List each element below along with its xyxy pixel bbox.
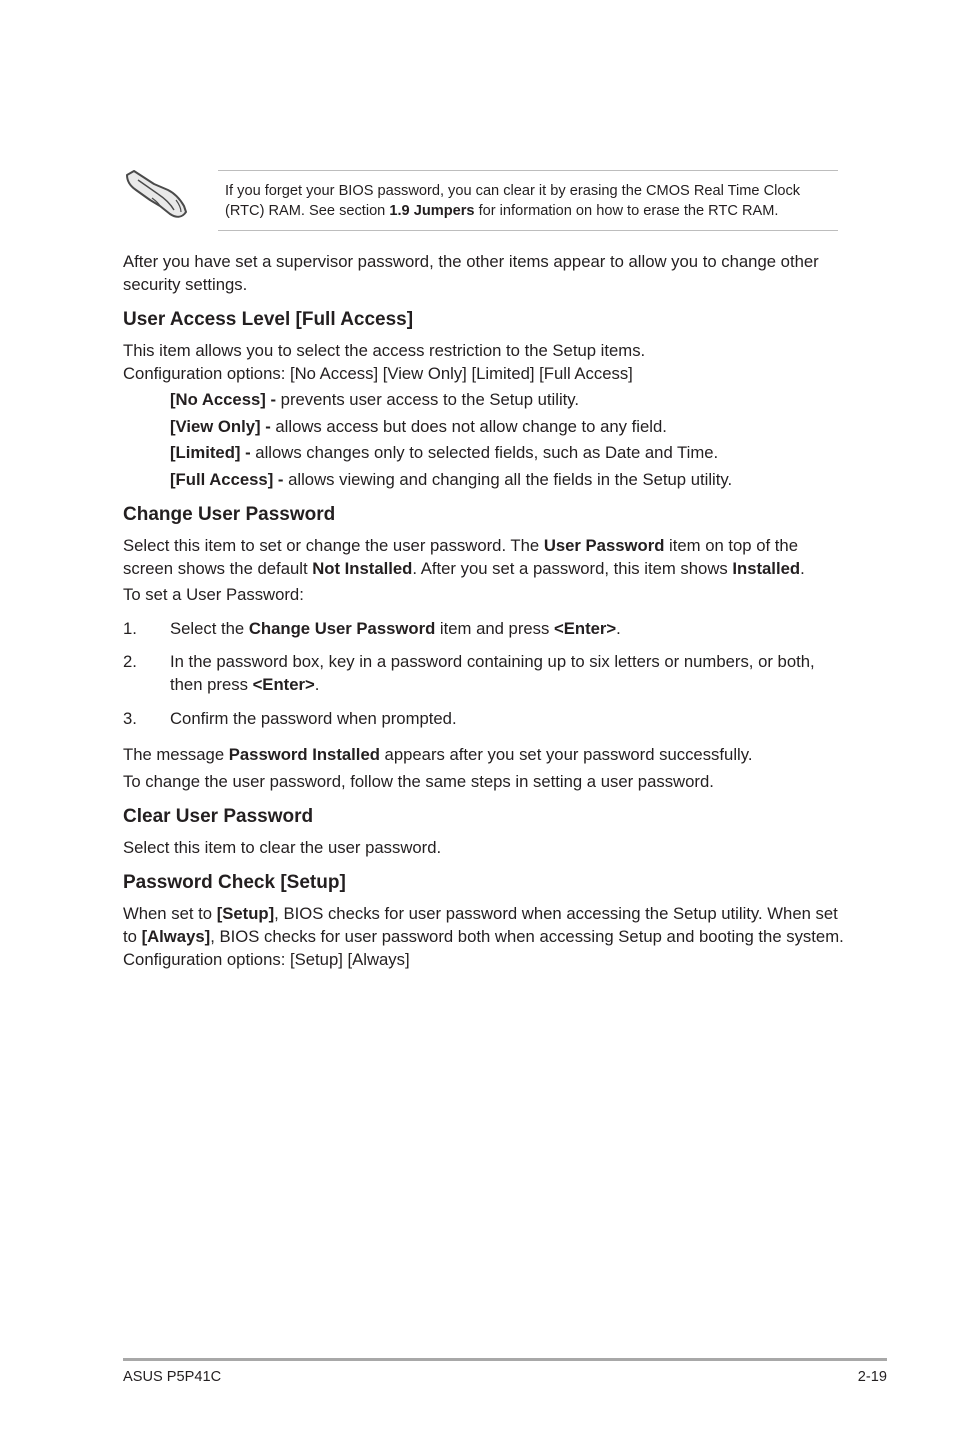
change-password-instructions: To change the user password, follow the same steps in setting a user password. <box>123 772 714 791</box>
note-text: If you forget your BIOS password, you can clear it by erasing the CMOS Real Time Clock (RTC) RAM. See section 1.9 Jumpers for information on how to erase the RTC RAM. <box>225 183 801 219</box>
set-user-password-intro: To set a User Password: <box>123 585 304 604</box>
footer-rule <box>123 1358 887 1361</box>
note-top-rule <box>218 170 838 171</box>
step-number: 2. <box>123 652 137 671</box>
option-limited: [Limited] - allows changes only to selected fields, such as Date and Time. <box>170 443 719 462</box>
clear-pw-paragraph: Select this item to clear the user password. <box>123 838 442 857</box>
change-pw-paragraph: Select this item to set or change the user password. The User Password item on top of the screen shows the default Not Installed. After you set a password, this item shows Installed. <box>123 536 805 578</box>
user-access-line1: This item allows you to select the access restriction to the Setup items. <box>123 341 646 360</box>
step-2-text: In the password box, key in a password containing up to six letters or numbers, or both, then press <Enter>. <box>170 652 815 694</box>
step-3-text: Confirm the password when prompted. <box>170 709 457 728</box>
option-no-access: [No Access] - prevents user access to the Setup utility. <box>170 390 580 409</box>
password-check-paragraph: When set to [Setup], BIOS checks for user password when accessing the Setup utility. When set to [Always], BIOS checks for user password both when accessing Setup and booting the system. Configuration options: [Setup] [Always] <box>123 904 844 969</box>
password-installed-message: The message Password Installed appears after you set your password successfully. <box>123 745 753 764</box>
step-1-text: Select the Change User Password item and press <Enter>. <box>170 619 621 638</box>
note-bottom-rule <box>218 230 838 231</box>
user-access-line2: Configuration options: [No Access] [View Only] [Limited] [Full Access] <box>123 364 633 383</box>
intro-paragraph: After you have set a supervisor password, the other items appear to allow you to change other security settings. <box>123 252 819 294</box>
step-number: 1. <box>123 619 137 638</box>
step-number: 3. <box>123 709 137 728</box>
option-view-only: [View Only] - allows access but does not allow change to any field. <box>170 417 667 436</box>
heading-clear-user-password: Clear User Password <box>123 806 314 827</box>
heading-user-access-level: User Access Level [Full Access] <box>123 309 414 330</box>
hand-note-icon <box>124 168 188 220</box>
option-full-access: [Full Access] - allows viewing and changing all the fields in the Setup utility. <box>170 470 733 489</box>
heading-change-user-password: Change User Password <box>123 504 336 525</box>
heading-password-check: Password Check [Setup] <box>123 872 346 893</box>
footer-product-name: ASUS P5P41C <box>123 1369 222 1385</box>
footer-page-number: 2-19 <box>857 1369 887 1385</box>
